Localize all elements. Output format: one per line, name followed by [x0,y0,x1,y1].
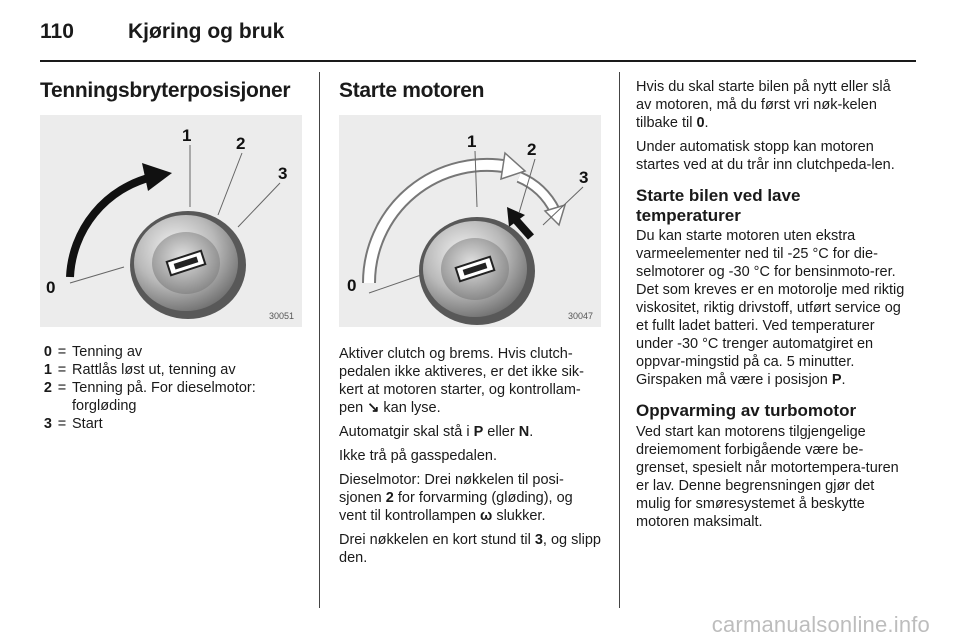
paragraph-diesel [339,471,604,525]
figure-label-2: 2 [527,140,537,160]
start-engine-figure [339,115,601,327]
page-title: Kjøring og bruk [128,20,285,43]
paragraph-turbo-warmup: Ved start kan motorens tilgjengelige dreiemoment forbigående være be-grenset, spesielt når motortempera-turen er lav. Denne begrensningen gjør det mulig for smøresystemet å beskytte motoren maksimalt. [636,423,899,530]
paragraph-auto-stop: Under automatisk stopp kan motoren startes ved at du trår inn clutchpeda-len. [636,139,895,173]
legend-row [40,361,310,379]
gear-n: N [518,424,530,441]
page-number: 110 [40,20,74,43]
gear-p: P [831,372,842,389]
page-header [40,20,920,60]
legend-row [40,415,310,433]
position-legend [40,343,310,433]
figure-label-2: 2 [236,134,246,154]
legend-key: 1 [43,362,52,379]
position-number: 3 [534,532,543,549]
glow-plug-icon: ω [480,508,493,525]
legend-key: 2 [43,380,52,397]
legend-equals: = [57,380,67,397]
subheading-low-temperatures: Starte bilen ved lave temperaturer [636,186,801,225]
legend-text: Start [72,416,103,433]
left-column [40,72,310,433]
text: Aktiver clutch og brems. Hvis clutch-pedalen ikke aktiveres, er det ikke sik-kert at motoren starter, og kontrollam-pen [339,346,584,417]
figure-label-1: 1 [467,132,477,152]
legend-key: 3 [43,416,52,433]
column-divider-2 [619,72,620,608]
section-heading-ignition-positions: Tenningsbryterposisjoner [40,79,291,102]
figure-code: 30051 [268,311,294,322]
paragraph-restart [636,78,906,132]
figure-label-3: 3 [579,168,589,188]
text: . [704,115,709,131]
paragraph-automatic [339,423,604,441]
section-heading-start-engine: Starte motoren [339,79,485,102]
middle-column [339,72,604,567]
legend-key: 0 [43,344,52,361]
position-number: 2 [385,490,394,507]
right-column [636,72,906,531]
legend-text: Rattlås løst ut, tenning av [72,362,236,379]
position-number: 0 [696,115,705,131]
figure-code: 30047 [567,311,593,322]
legend-equals: = [57,344,67,361]
watermark: carmanualsonline.info [711,612,930,637]
legend-row [40,343,310,361]
text: . [841,372,846,389]
start-engine-illustration [339,115,601,327]
text: . [529,424,534,441]
paragraph-low-temperatures [636,227,906,389]
clutch-warning-icon: ↘ [367,400,380,417]
gear-p: P [473,424,484,441]
text: kan lyse. [379,400,441,417]
header-divider [40,60,916,62]
legend-text: Tenning av [72,344,143,361]
subheading-turbo-warmup: Oppvarming av turbomotor [636,401,857,421]
text: Hvis du skal starte bilen på nytt eller slå av motoren, må du først vri nøk-kelen tilbake til [636,79,891,131]
ignition-switch-illustration [40,115,302,327]
column-divider-1 [319,72,320,608]
text: for forvarming (gløding), og vent til kontrollampen [339,490,573,525]
text: Dieselmotor: Drei nøkkelen til posi-sjonen [339,472,564,507]
text: Automatgir skal stå i [339,424,474,441]
legend-text: Tenning på. For dieselmotor: forgløding [72,380,256,415]
paragraph-clutch [339,345,604,417]
paragraph-turn-key [339,531,604,567]
legend-equals: = [57,362,67,379]
figure-label-0: 0 [46,278,56,298]
text: , og slipp den. [339,532,601,567]
text: Du kan starte motoren uten ekstra varmeelementer ned til -25 °C for die-selmotorer og -30 °C for bensinmoto-rer. Det som kreves er en motorolje med riktig viskositet, riktig drivstoff, utført service og et fullt ladet batteri. Ved temperaturer under -30 °C trenger automatgiret en oppvar-mingstid på ca. 5 minutter. Girspaken må være i posisjon [636,228,905,389]
text: Drei nøkkelen en kort stund til [339,532,535,549]
figure-label-1: 1 [182,126,192,146]
text: slukker. [492,508,546,525]
figure-label-0: 0 [347,276,357,296]
figure-label-3: 3 [278,164,288,184]
text: eller [483,424,519,441]
paragraph-gas: Ikke trå på gasspedalen. [339,448,497,465]
legend-equals: = [57,416,67,433]
ignition-switch-figure [40,115,302,327]
legend-row [40,379,310,415]
